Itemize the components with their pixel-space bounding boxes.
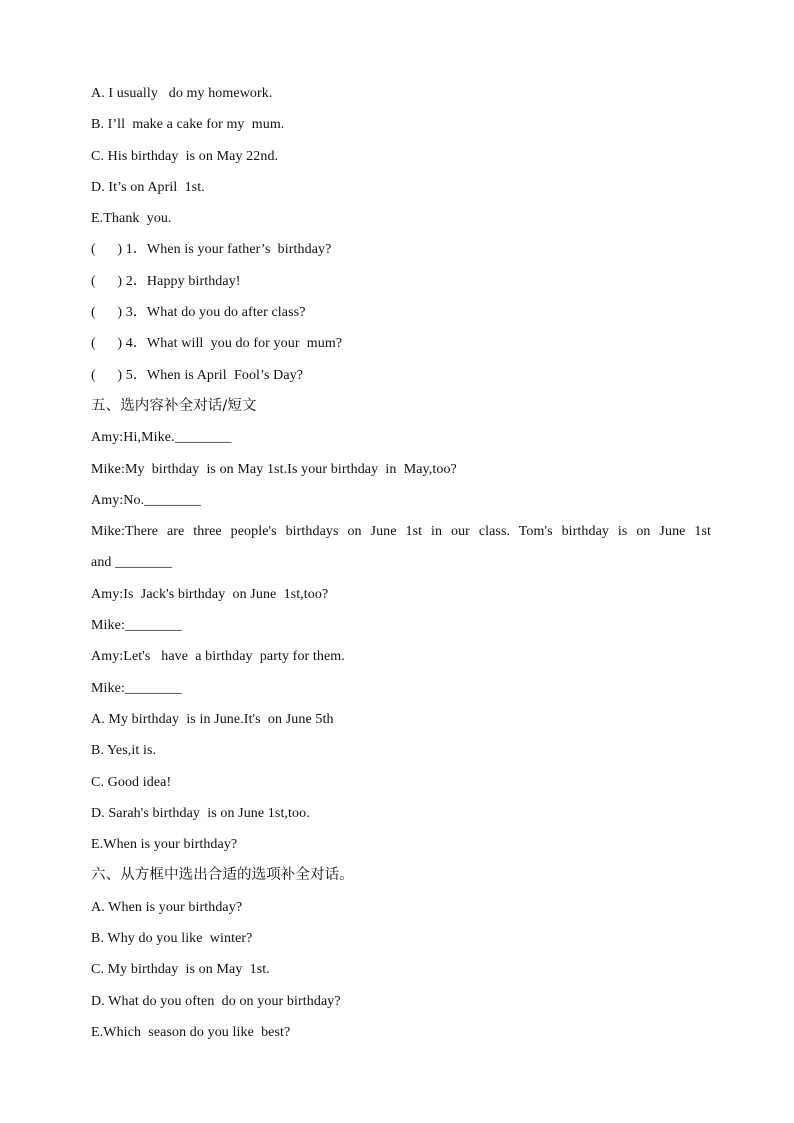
dialogue-line-4: Mike:There are three people's birthdays on June 1st in our class. Tom's birthday is on June 1st — [91, 524, 711, 540]
dialogue-line-5: and ________ — [91, 555, 172, 571]
section4-options — [91, 78, 711, 234]
dialogue-line-6: Amy:Is Jack's birthday on June 1st,too? — [91, 586, 329, 602]
option-a: A. My birthday is in June.It's on June 5th — [91, 711, 334, 727]
option-d: D. Sarah's birthday is on June 1st,too. — [91, 805, 310, 821]
option-e: E.Which season do you like best? — [91, 1024, 291, 1040]
section6-heading: 六、从方框中选出合适的选项补全对话。 — [91, 867, 354, 884]
question-1: ( ) 1．When is your father’s birthday? — [91, 242, 332, 258]
section5-options — [91, 704, 711, 860]
question-4: ( ) 4．What will you do for your mum? — [91, 336, 343, 352]
option-b: B. Yes,it is. — [91, 743, 157, 759]
option-b: B. I’ll make a cake for my mum. — [91, 117, 285, 133]
section5-heading: 五、选内容补全对话/短文 — [91, 397, 257, 414]
question-3: ( ) 3．What do you do after class? — [91, 305, 306, 321]
option-e: E.When is your birthday? — [91, 837, 238, 853]
option-d: D. It’s on April 1st. — [91, 179, 205, 195]
option-a: A. When is your birthday? — [91, 899, 243, 915]
dialogue-line-8: Amy:Let's have a birthday party for them. — [91, 649, 345, 665]
option-d: D. What do you often do on your birthday? — [91, 993, 341, 1009]
dialogue-line-9: Mike:________ — [91, 680, 182, 696]
dialogue-line-7: Mike:________ — [91, 618, 182, 634]
option-c: C. Good idea! — [91, 774, 172, 790]
section6-options — [91, 892, 711, 1048]
section4-questions — [91, 234, 711, 390]
dialogue-line-2: Mike:My birthday is on May 1st.Is your birthday in May,too? — [91, 461, 457, 477]
option-a: A. I usually do my homework. — [91, 86, 273, 101]
worksheet-page — [91, 78, 711, 1048]
option-e: E.Thank you. — [91, 211, 172, 227]
dialogue-line-3: Amy:No.________ — [91, 492, 201, 508]
option-b: B. Why do you like winter? — [91, 931, 253, 947]
question-5: ( ) 5．When is April Fool’s Day? — [91, 367, 304, 383]
option-c: C. His birthday is on May 22nd. — [91, 148, 279, 164]
option-c: C. My birthday is on May 1st. — [91, 962, 270, 978]
dialogue-line-1: Amy:Hi,Mike.________ — [91, 430, 232, 446]
section5-dialogue — [91, 422, 711, 704]
question-2: ( ) 2．Happy birthday! — [91, 273, 241, 289]
